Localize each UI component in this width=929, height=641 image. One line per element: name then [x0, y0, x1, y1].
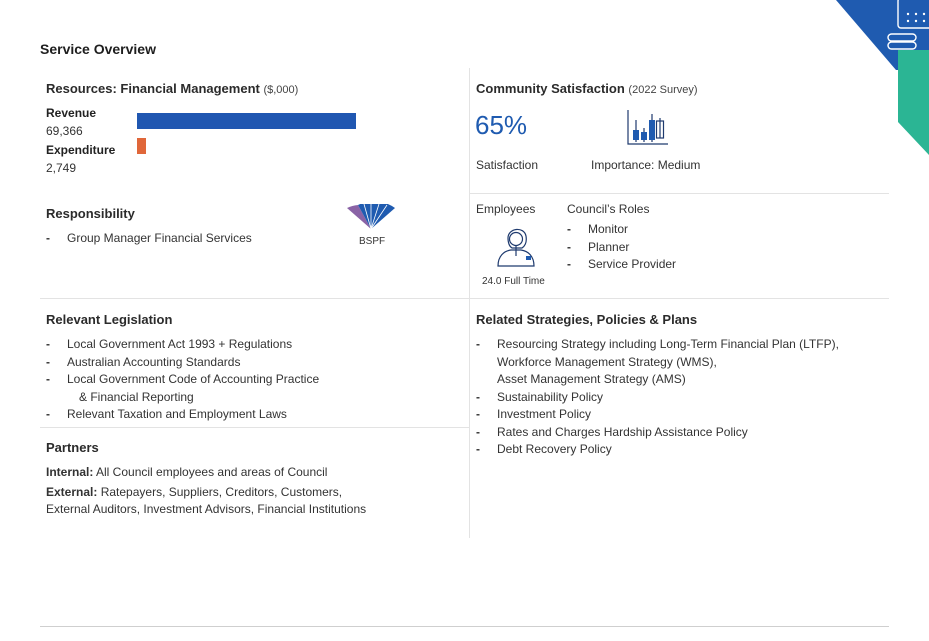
row-divider-3 [40, 427, 469, 428]
strategies-heading: Related Strategies, Policies & Plans [476, 312, 698, 327]
role-item: - Planner [567, 239, 676, 257]
strategy-item: - Investment Policy [476, 406, 839, 424]
internal-label: Internal: [46, 465, 94, 479]
community-survey: (2022 Survey) [628, 84, 698, 96]
corner-decoration [836, 0, 929, 155]
satisfaction-label: Satisfaction [476, 158, 539, 172]
community-heading [476, 81, 698, 96]
footer-divider [40, 626, 889, 627]
strategy-item-continued: Asset Management Strategy (AMS) [497, 372, 686, 386]
strategy-item: - Resourcing Strategy including Long-Term Financial Plan (LTFP), [476, 336, 839, 354]
resources-heading-text: Resources: Financial Management [46, 81, 260, 96]
strategy-item-continued: Workforce Management Strategy (WMS), [497, 354, 717, 369]
revenue-bar [137, 113, 356, 129]
legislation-heading: Relevant Legislation [46, 312, 173, 327]
strategy-item: - Sustainability Policy [476, 389, 839, 407]
legislation-list [46, 336, 319, 424]
employee-person-icon [494, 222, 542, 268]
responsibility-item: - Group Manager Financial Services [46, 230, 252, 248]
internal-text: All Council employees and areas of Council [96, 465, 328, 479]
revenue-value: 69,366 [46, 124, 83, 138]
bspf-label: BSPF [359, 236, 386, 247]
employees-heading: Employees [476, 202, 536, 216]
column-divider [469, 68, 470, 538]
expenditure-value: 2,749 [46, 161, 77, 175]
revenue-label: Revenue [46, 106, 97, 120]
role-item: - Service Provider [567, 256, 676, 274]
community-heading-text: Community Satisfaction [476, 81, 625, 96]
employees-count: 24.0 Full Time [482, 276, 545, 287]
external-label: External: [46, 485, 98, 499]
partners-heading: Partners [46, 440, 99, 455]
legislation-item: - Local Government Code of Accounting Practice [46, 371, 319, 389]
bspf-fan-icon [346, 204, 396, 230]
strategies-list [476, 336, 839, 459]
partners-internal [46, 465, 327, 479]
resources-heading [46, 81, 298, 96]
roles-list [567, 221, 676, 274]
roles-heading: Council’s Roles [567, 202, 650, 216]
page-title: Service Overview [40, 41, 156, 57]
role-item: - Monitor [567, 221, 676, 239]
responsibility-list [46, 230, 252, 248]
candlestick-chart-icon [626, 108, 670, 146]
strategy-item: - Rates and Charges Hardship Assistance Policy [476, 424, 839, 442]
responsibility-heading: Responsibility [46, 206, 135, 221]
legislation-item: - Relevant Taxation and Employment Laws [46, 406, 319, 424]
expenditure-label: Expenditure [46, 143, 116, 157]
legislation-item: - Australian Accounting Standards [46, 354, 319, 372]
expenditure-bar [137, 138, 146, 154]
legislation-item: - Local Government Act 1993 + Regulations [46, 336, 319, 354]
importance-label: Importance: Medium [591, 158, 701, 172]
external-text-2: External Auditors, Investment Advisors, Financial Institutions [46, 502, 367, 516]
row-divider-1 [470, 193, 889, 194]
legislation-item-continued: & Financial Reporting [79, 389, 194, 404]
row-divider-2 [40, 298, 889, 299]
partners-external [46, 485, 342, 499]
strategy-item: - Debt Recovery Policy [476, 441, 839, 459]
satisfaction-percent: 65% [475, 110, 528, 140]
resources-unit: ($,000) [263, 84, 299, 96]
external-text-1: Ratepayers, Suppliers, Creditors, Customers, [100, 485, 343, 499]
